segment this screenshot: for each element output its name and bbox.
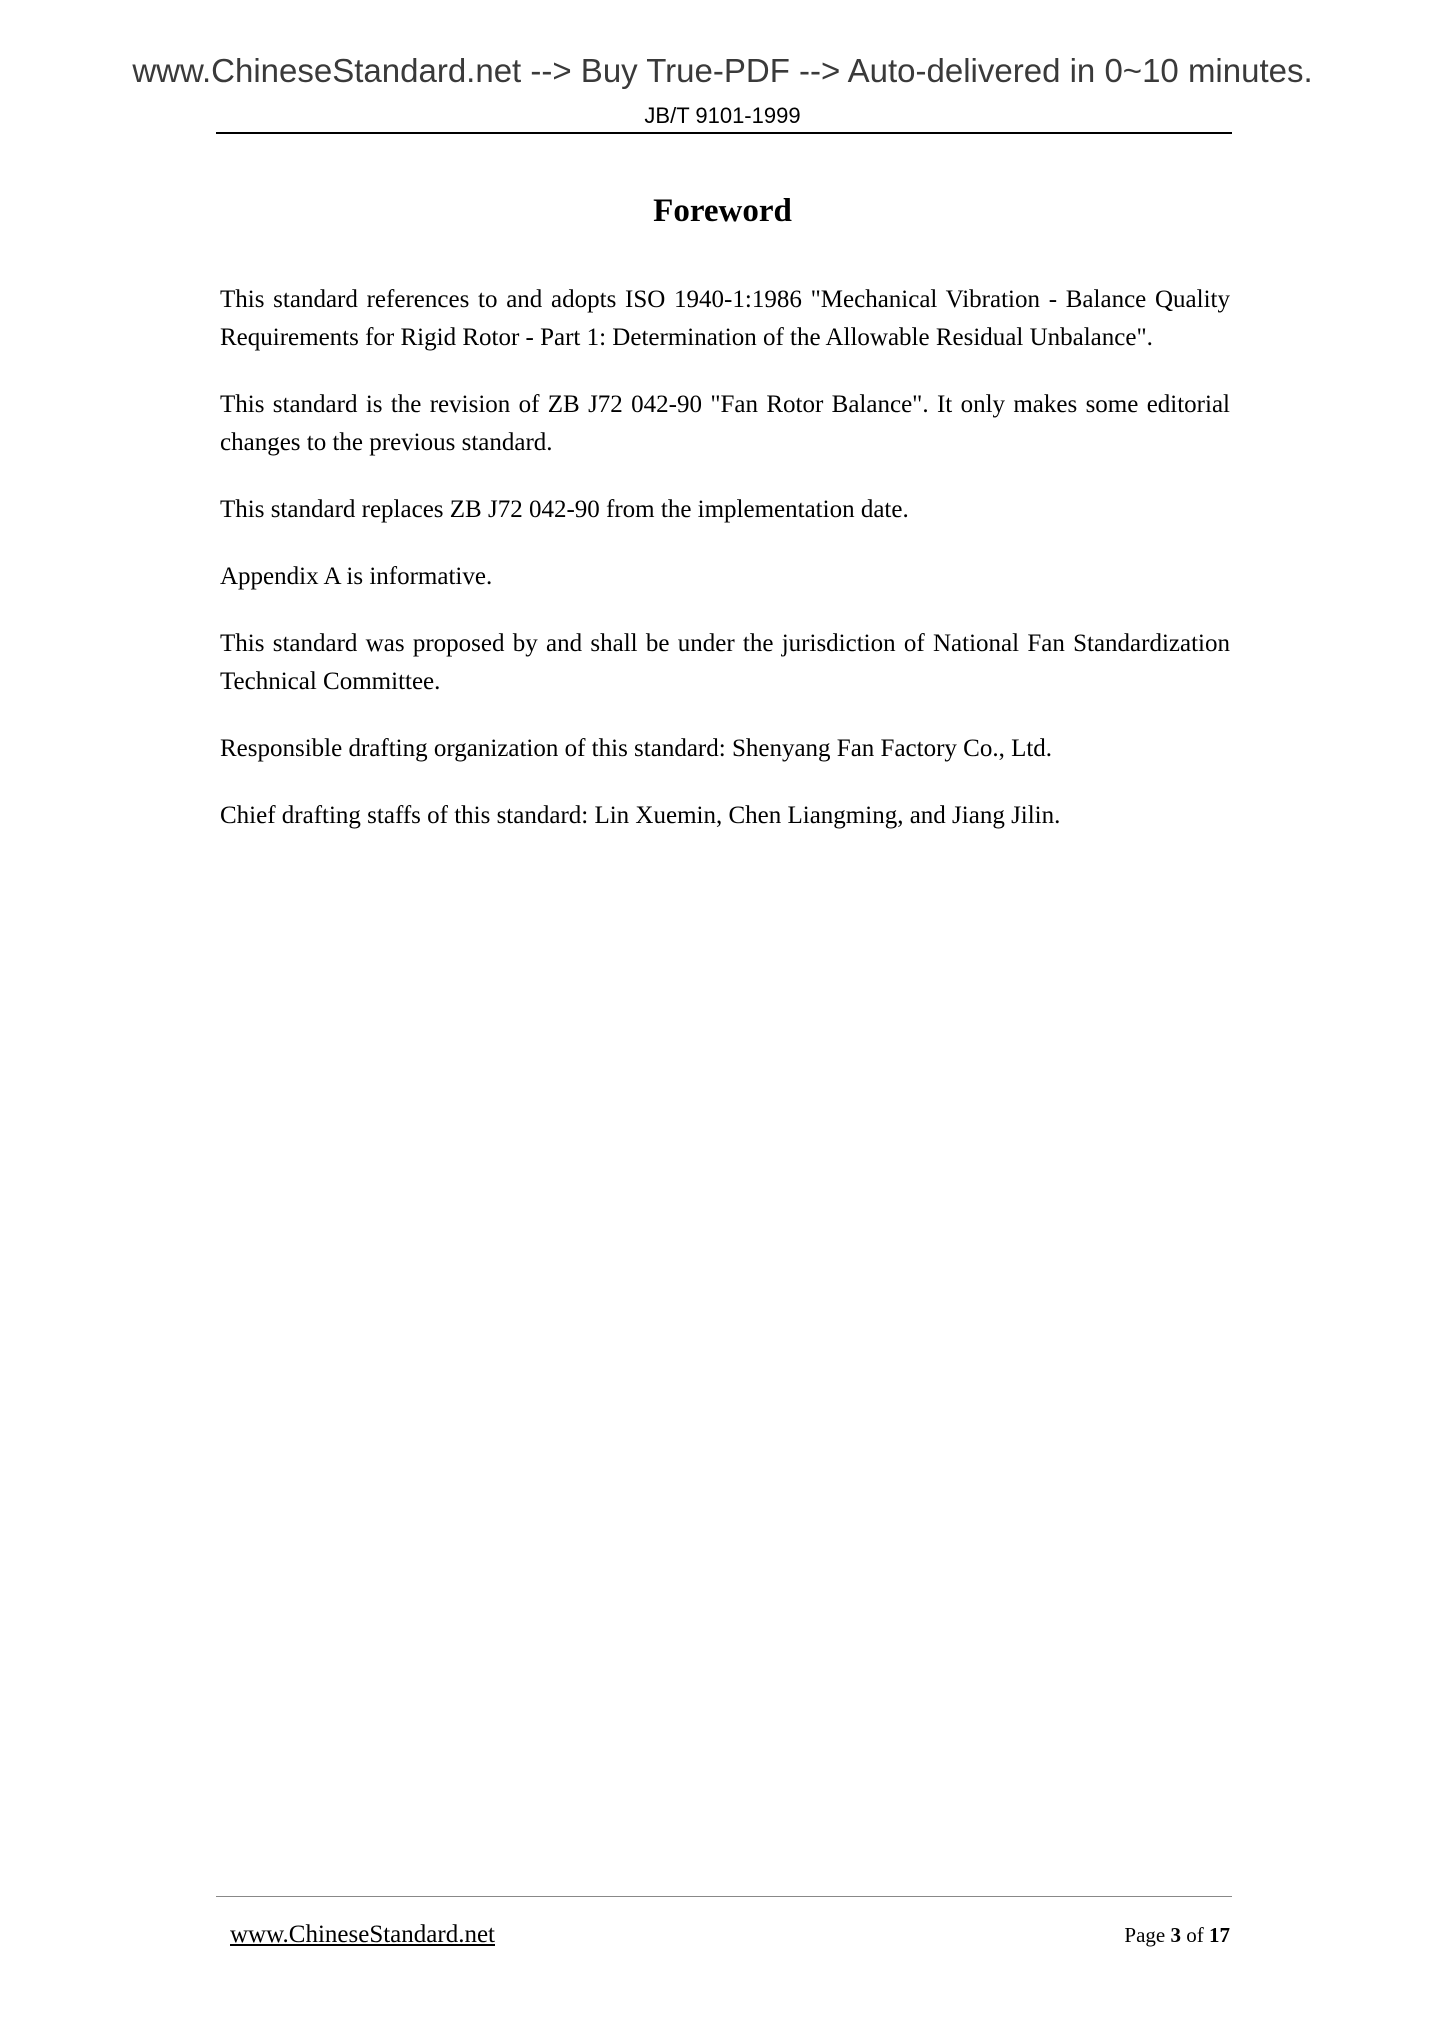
page-number [1000, 1925, 1230, 1946]
paragraph-revision: This standard is the revision of ZB J72 042-90 "Fan Rotor Balance". It only makes some editorial changes to the previous standard. [220, 391, 1230, 456]
foreword-body [220, 281, 1230, 864]
page-of-label: of [1181, 1923, 1209, 1947]
header-banner: www.ChineseStandard.net --> Buy True-PDF --> Auto-delivered in 0~10 minutes. [132, 52, 1313, 89]
page-title: Foreword [653, 193, 792, 229]
paragraph-replaces: This standard replaces ZB J72 042-90 from the implementation date. [220, 496, 909, 523]
paragraph-jurisdiction: This standard was proposed by and shall be under the jurisdiction of National Fan Standardization Technical Committee. [220, 630, 1230, 695]
header-divider [216, 132, 1232, 134]
paragraph-drafting-staff: Chief drafting staffs of this standard: Lin Xuemin, Chen Liangming, and Jiang Jilin. [220, 802, 1061, 829]
page-current: 3 [1170, 1923, 1181, 1947]
document-code: JB/T 9101-1999 [644, 103, 801, 128]
paragraph-iso-reference: This standard references to and adopts ISO 1940-1:1986 "Mechanical Vibration - Balance Quality Requirements for Rigid Rotor - Part 1: Determination of the Allowable Residual Unbalance". [220, 286, 1230, 351]
page-label: Page [1124, 1923, 1171, 1947]
page-total: 17 [1209, 1923, 1230, 1947]
paragraph-appendix: Appendix A is informative. [220, 563, 493, 590]
paragraph-drafting-organization: Responsible drafting organization of this standard: Shenyang Fan Factory Co., Ltd. [220, 735, 1053, 762]
footer-divider [216, 1896, 1232, 1897]
footer-website-link[interactable]: www.ChineseStandard.net [230, 1921, 495, 1948]
